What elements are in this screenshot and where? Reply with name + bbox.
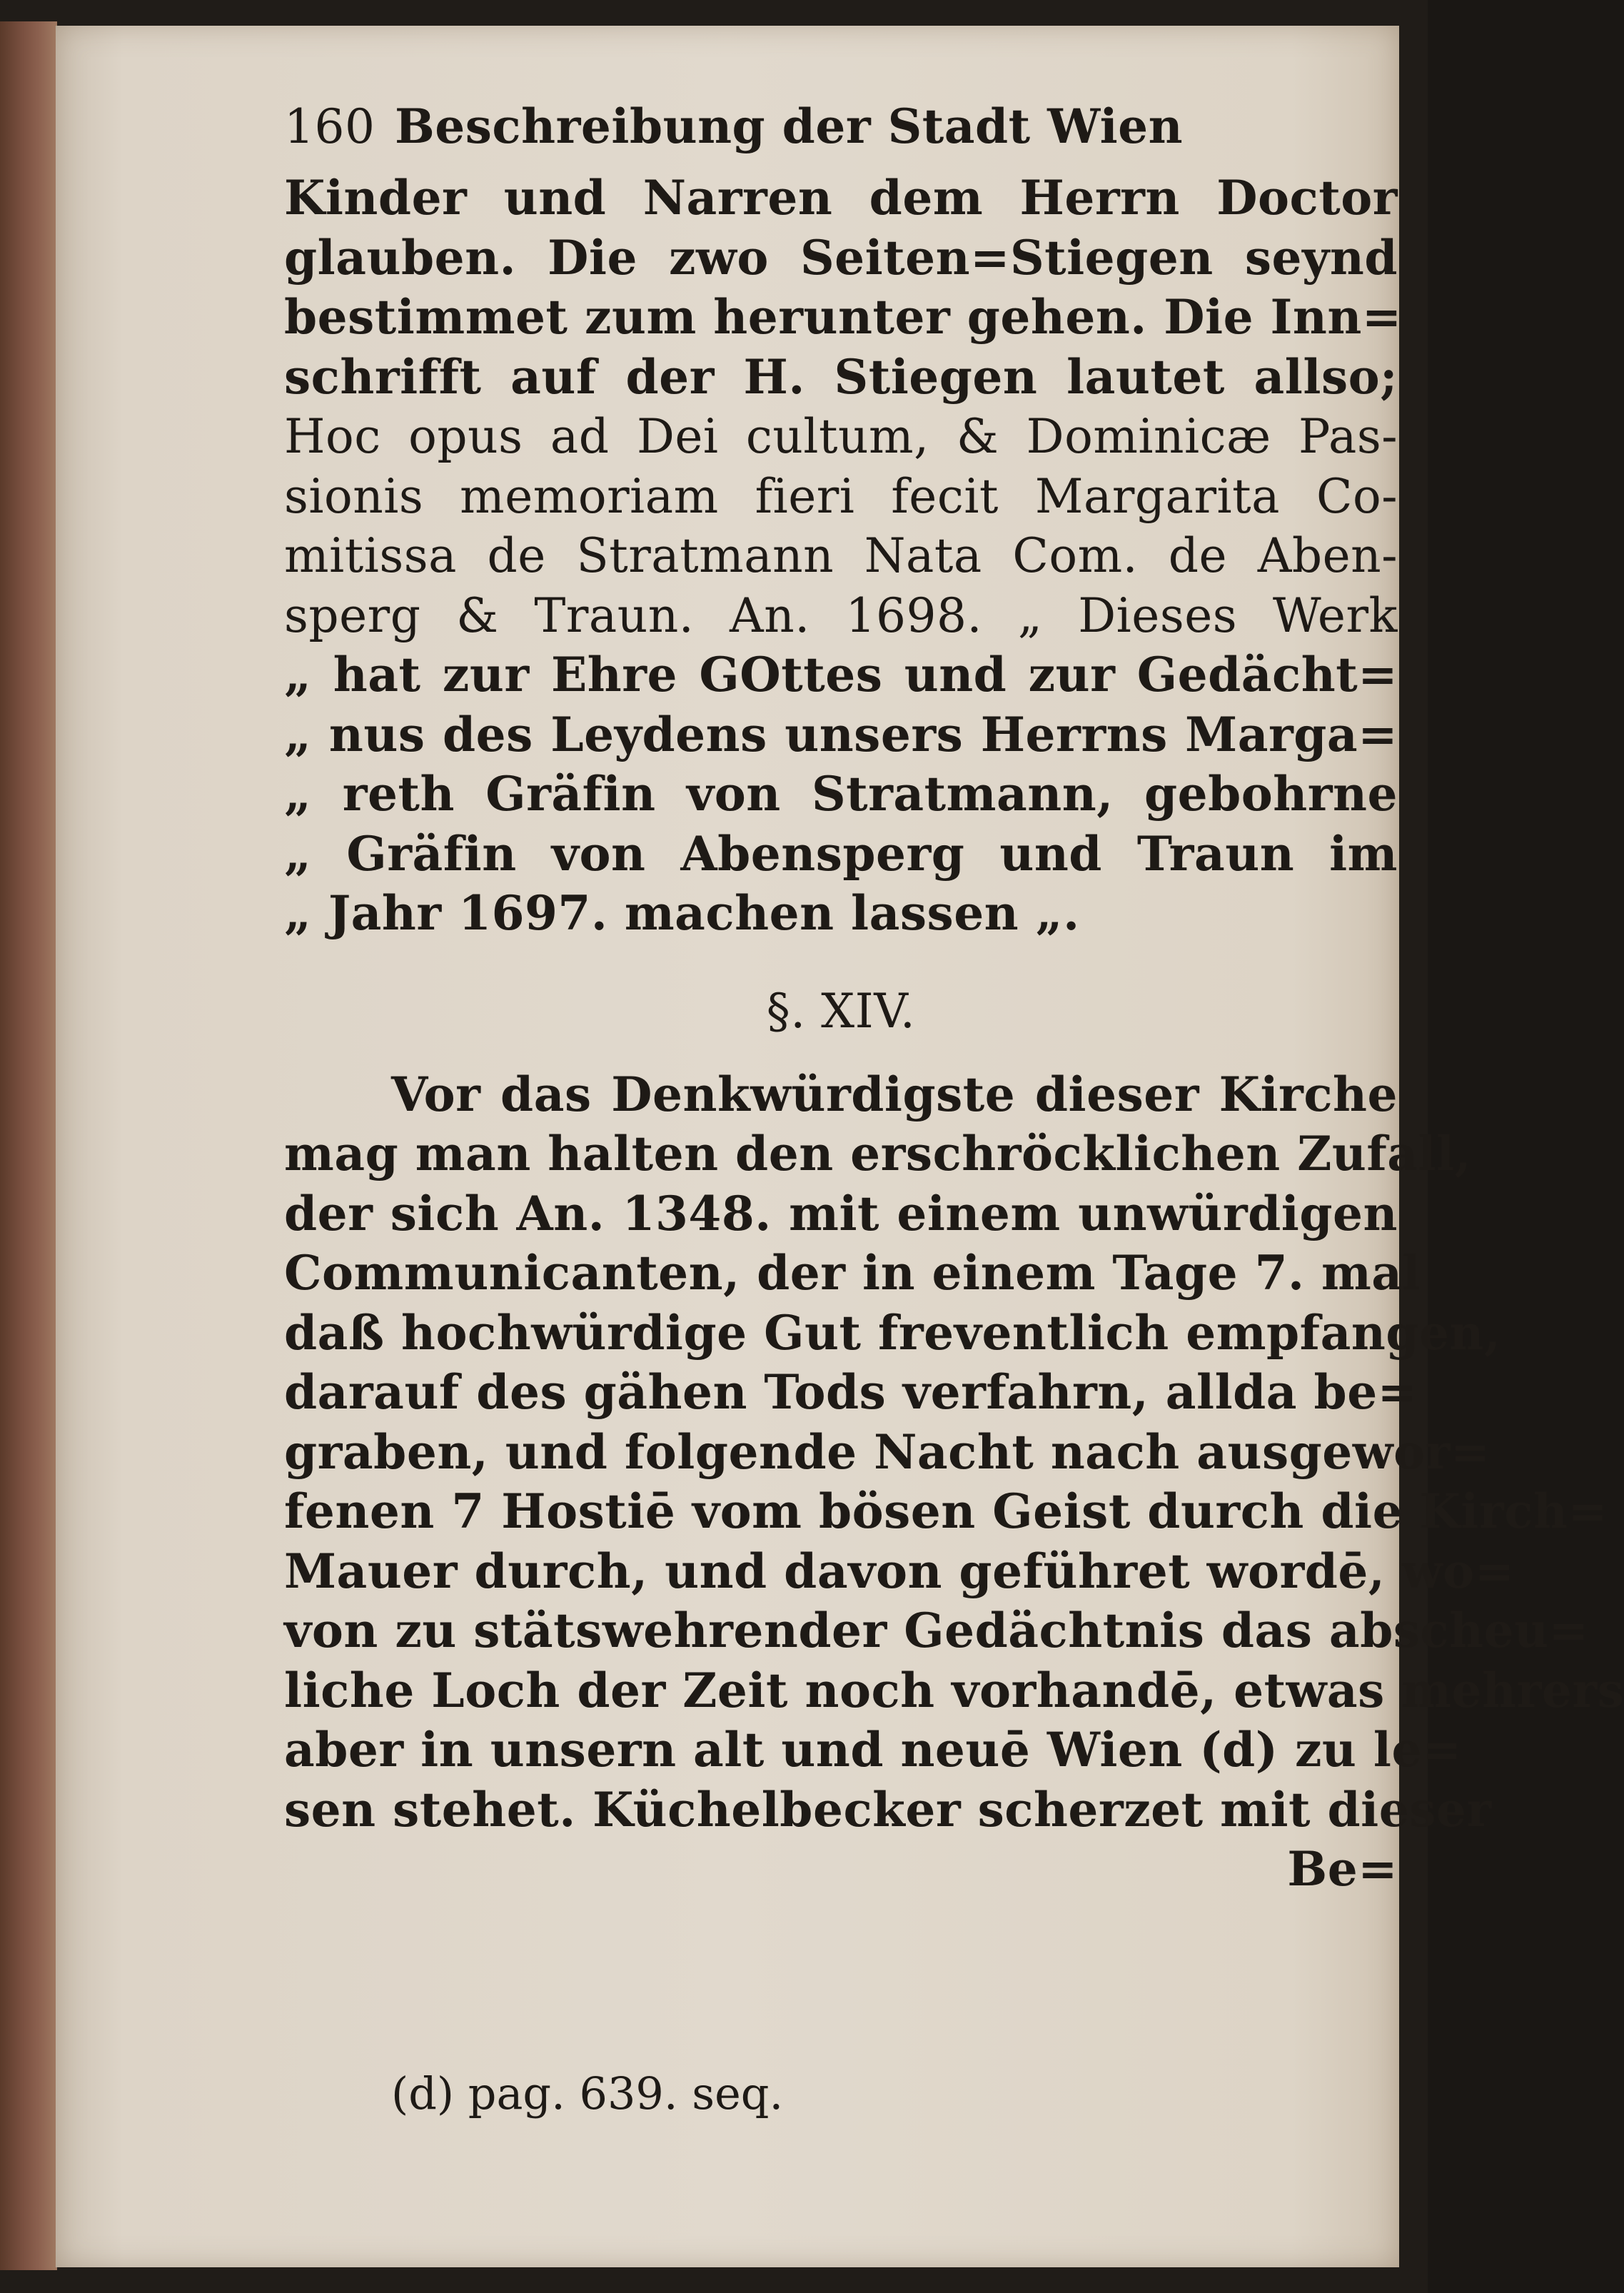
paragraph-line: liche Loch der Zeit noch vorhandē, etwas mehrers xyxy=(284,1662,1624,1718)
paragraph-line: Mauer durch, und davon geführet wordē, wo= xyxy=(284,1543,1515,1599)
quote-line: „ hat zur Ehre GOttes und zur Gedächt= xyxy=(284,647,1398,702)
paragraph-line: von zu stätswehrender Gedächtnis das abscheu= xyxy=(284,1603,1589,1658)
paragraph-line: Communicanten, der in einem Tage 7. mal xyxy=(284,1245,1421,1301)
paragraph-line: Vor das Denkwürdigste dieser Kirche xyxy=(391,1066,1398,1122)
latin-inscription-line: mitissa de Stratmann Nata Com. de Aben- xyxy=(284,528,1398,583)
page-number: 160 xyxy=(284,99,375,154)
page-header xyxy=(284,97,1398,168)
quote-line: „ Jahr 1697. machen lassen „. xyxy=(284,885,1080,941)
latin-inscription-line: sionis memoriam fieri fecit Margarita Co- xyxy=(284,468,1398,524)
text-line: bestimmet zum herunter gehen. Die Inn= xyxy=(284,289,1402,345)
paragraph-line: daß hochwürdige Gut freventlich empfangen, xyxy=(284,1304,1501,1361)
text-line: Kinder und Narren dem Herrn Doctor xyxy=(284,170,1398,226)
text-line: schrifft auf der H. Stiegen lautet allso; xyxy=(284,348,1398,405)
latin-inscription-line: Hoc opus ad Dei cultum, & Dominicæ Pas- xyxy=(284,409,1398,464)
paragraph-line: der sich An. 1348. mit einem unwürdigen xyxy=(284,1185,1398,1241)
book-page xyxy=(56,26,1624,2267)
book-spine-edge xyxy=(0,21,57,2270)
paragraph-line: sen stehet. Küchelbecker scherzet mit dieser xyxy=(284,1781,1492,1838)
paragraph-line: fenen 7 Hostiē vom bösen Geist durch die Kirch= xyxy=(284,1483,1608,1539)
quote-line: „ Gräfin von Abensperg und Traun im xyxy=(284,825,1398,882)
section-heading: §. XIV. xyxy=(766,983,916,1039)
paragraph-line: graben, und folgende Nacht nach ausgewor= xyxy=(284,1423,1491,1480)
catchword: Be= xyxy=(1287,1841,1398,1897)
page-text xyxy=(284,97,1624,1900)
paragraph-line: aber in unsern alt und neuē Wien (d) zu le= xyxy=(284,1722,1462,1778)
quote-line: „ nus des Leydens unsers Herrns Marga= xyxy=(284,706,1398,762)
paragraph-line: darauf des gähen Tods verfahrn, allda be= xyxy=(284,1364,1418,1420)
running-title: Beschreibung der Stadt Wien xyxy=(395,99,1184,154)
text-line: glauben. Die zwo Seiten=Stiegen seynd xyxy=(284,229,1398,286)
footnote: (d) pag. 639. seq. xyxy=(391,2067,784,2120)
latin-inscription-line: sperg & Traun. An. 1698. „ Dieses Werk xyxy=(284,588,1398,643)
quote-line: „ reth Gräfin von Stratmann, gebohrne xyxy=(284,766,1398,822)
paragraph-line: mag man halten den erschröcklichen Zufall, xyxy=(284,1126,1472,1181)
